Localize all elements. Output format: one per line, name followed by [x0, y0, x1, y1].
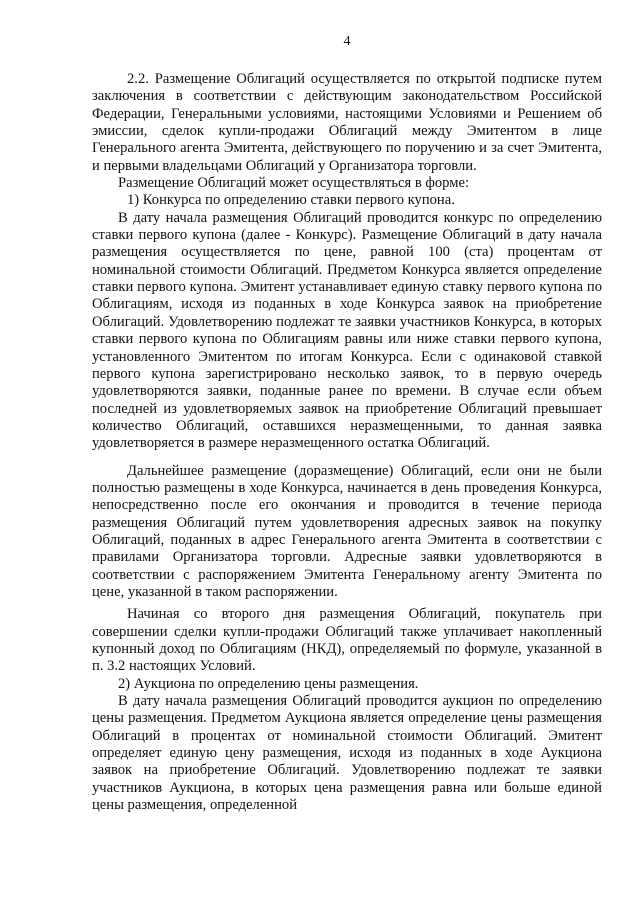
paragraph-accrued-coupon: Начиная со второго дня размещения Облигаций, покупатель при совершении сделки купли-продажи Облигаций также уплачивает накопленный купонный доход по Облигациям (НКД), определяемый по формуле, указанной в п. 3.2 настоящих Условий.	[92, 606, 602, 675]
page-number: 4	[343, 34, 351, 49]
paragraph-auction-description: В дату начала размещения Облигаций проводится аукцион по определению цены размещения. Предметом Аукциона является определение цены размещения Облигаций в процентах от номинальной стоимости Облигаций. Эмитент определяет единую цену размещения, исходя из поданных в ходе Аукциона заявок на приобретение Облигаций. Удовлетворению подлежат те заявки участников Аукциона, в которых цена размещения равна или больше единой цены размещения, определенной	[92, 693, 602, 814]
paragraph-contest-description: В дату начала размещения Облигаций проводится конкурс по определению ставки первого купона (далее - Конкурс). Размещение Облигаций в дату начала размещения осуществляется по цене, равной 100 (ста) процентам от номинальной стоимости Облигаций. Предметом Конкурса является определение ставки первого купона. Эмитент устанавливает единую ставку первого купона по Облигациям, исходя из поданных в ходе Конкурса заявок на приобретение Облигаций. Удовлетворению подлежат те заявки участников Конкурса, в которых ставки первого купона по Облигациям равны или ниже ставки первого купона, установленного Эмитентом по итогам Конкурса. Если с одинаковой ставкой первого купона зарегистрировано несколько заявок, то в первую очередь удовлетворяются заявки, поданные ранее по времени. В случае если объем последней из удовлетворяемых заявок на приобретение Облигаций превышает количество Облигаций, оставшихся неразмещенными, то данная заявка удовлетворяется в размере неразмещенного остатка Облигаций.	[92, 209, 602, 452]
paragraph-auction-heading: 2) Аукциона по определению цены размещения.	[118, 675, 419, 692]
paragraph-further-placement: Дальнейшее размещение (доразмещение) Облигаций, если они не были полностью размещены в ходе Конкурса, начинается в день проведения Конкурса, непосредственно после его окончания и проводится в течение периода размещения Облигаций путем удовлетворения адресных заявок на покупку Облигаций, поданных в адрес Генерального агента Эмитента в соответствии с правилами Организатора торговли. Адресные заявки удовлетворяются в соответствии с распоряжением Эмитента Генеральному агенту Эмитента по цене, указанной в таком распоряжении.	[92, 462, 602, 600]
paragraph-contest-heading: 1) Конкурса по определению ставки первого купона.	[127, 192, 455, 209]
paragraph-2-2: 2.2. Размещение Облигаций осуществляется по открытой подписке путем заключения в соответствии с действующим законодательством Российской Федерации, Генеральными условиями, настоящими Условиями и Решением об эмиссии, сделок купли-продажи Облигаций между Эмитентом в лице Генерального агента Эмитента, действующего по поручению и за счет Эмитента, и первыми владельцами Облигаций у Организатора торговли.	[92, 71, 602, 174]
paragraph-placement-forms: Размещение Облигаций может осуществляться в форме:	[118, 175, 469, 192]
